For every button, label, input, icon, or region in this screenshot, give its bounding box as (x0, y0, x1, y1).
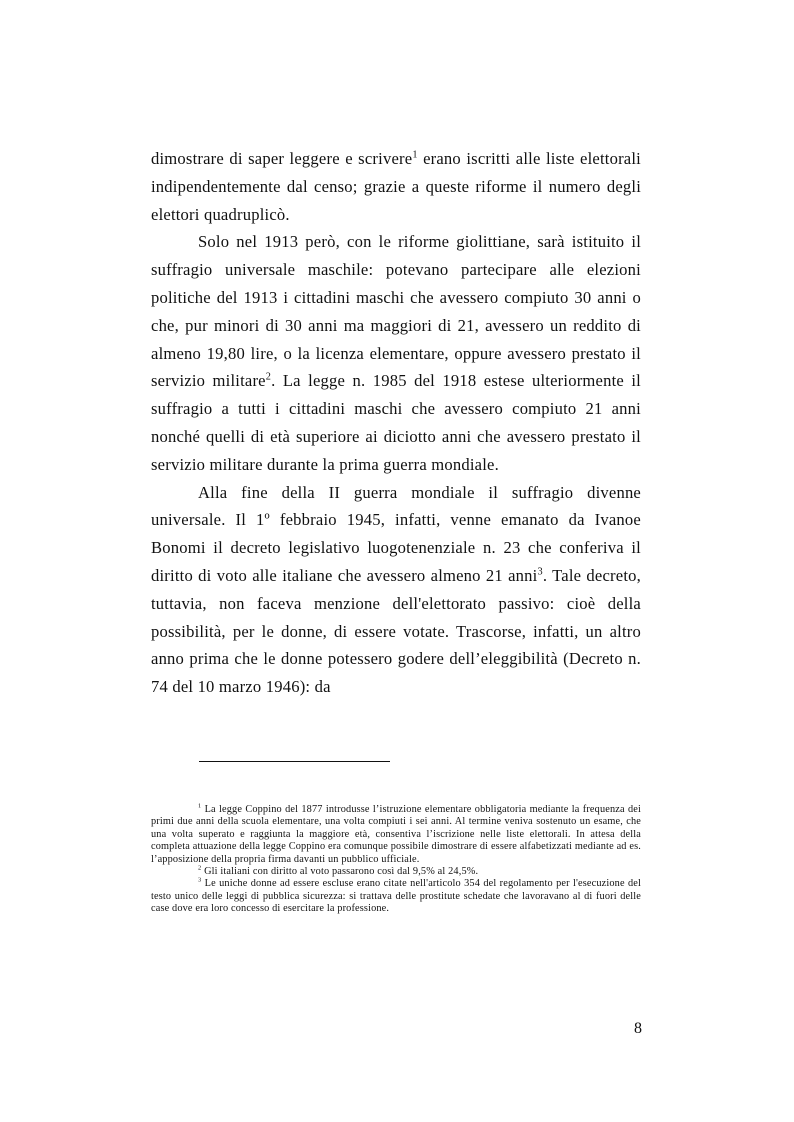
footnote-3-text: Le uniche donne ad essere escluse erano citate nell'articolo 354 del regolamento per l'esecuzione del testo unico delle leggi di pubblica sicurezza: si trattava delle prostitute schedate che lavoravano al di fuori delle case dove era loro concesso di esercitare la professione. (151, 878, 641, 915)
paragraph-2-text: Solo nel 1913 però, con le riforme giolittiane, sarà istituito il suffragio universale maschile: potevano partecipare alle elezioni politiche del 1913 i cittadini maschi che avessero compiuto 30 anni o che, pur minori di 30 anni ma maggiori di 21, avessero un reddito di almeno 19,80 lire, o la licenza elementare, oppure avessero prestato il servizio militare (151, 232, 641, 391)
footnote-3 (151, 878, 641, 915)
paragraph-2-text-cont: . La legge n. 1985 del 1918 estese ulteriormente il suffragio a tutti i cittadini maschi che avessero compiuto 21 anni nonché quelli di età superiore ai diciotto anni che avessero prestato il servizio militare durante la prima guerra mondiale. (151, 371, 641, 474)
footnote-ref-2: 2 (265, 371, 272, 383)
footnote-marker-3: 3 (198, 877, 202, 885)
footnotes (151, 804, 641, 916)
paragraph-2 (151, 228, 641, 478)
paragraph-3 (151, 479, 641, 701)
footnote-ref-3: 3 (537, 566, 543, 578)
paragraph-1-text-cont: erano iscritti alle liste elettorali indipendentemente dal censo; grazie a queste riforme il numero degli elettori quadruplicò. (151, 149, 641, 224)
footnote-separator (199, 761, 390, 762)
footnote-ref-1: 1 (412, 149, 418, 161)
footnote-marker-2: 2 (198, 864, 202, 872)
paragraph-3-text: Alla fine della II guerra mondiale il suffragio divenne universale. Il 1º febbraio 1945, infatti, venne emanato da Ivanoe Bonomi il decreto legislativo luogotenenziale n. 23 che conferiva il diritto di voto alle italiane che avessero almeno 21 anni (151, 482, 641, 585)
body-text (151, 145, 641, 701)
footnote-2-text: Gli italiani con diritto al voto passarono così dal 9,5% al 24,5%. (201, 866, 479, 878)
page-number: 8 (634, 1020, 642, 1037)
footnote-marker-1: 1 (198, 802, 202, 810)
footnote-1 (151, 804, 641, 866)
footnote-2 (151, 866, 641, 878)
paragraph-3-text-cont: . Tale decreto, tuttavia, non faceva menzione dell'elettorato passivo: cioè della possibilità, per le donne, di essere votate. Trascorse, infatti, un altro anno prima che le donne potessero godere dell’eleggibilità (Decreto n. 74 del 10 marzo 1946): da (151, 565, 642, 697)
paragraph-1 (151, 145, 641, 228)
paragraph-1-text: dimostrare di saper leggere e scrivere (151, 149, 413, 168)
footnote-1-text: La legge Coppino del 1877 introdusse l’istruzione elementare obbligatoria mediante la frequenza dei primi due anni della scuola elementare, una volta compiuti i sei anni. Al termine veniva sostenuto un esame, che una volta superato e raggiunta la maggiore età, consentiva l’iscrizione nelle liste elettorali. In attesa della completa attuazione della legge Coppino era comunque possibile dimostrare di essere alfabetizzati mediante ad es. l’apposizione della propria firma davanti un pubblico ufficiale. (151, 804, 641, 865)
